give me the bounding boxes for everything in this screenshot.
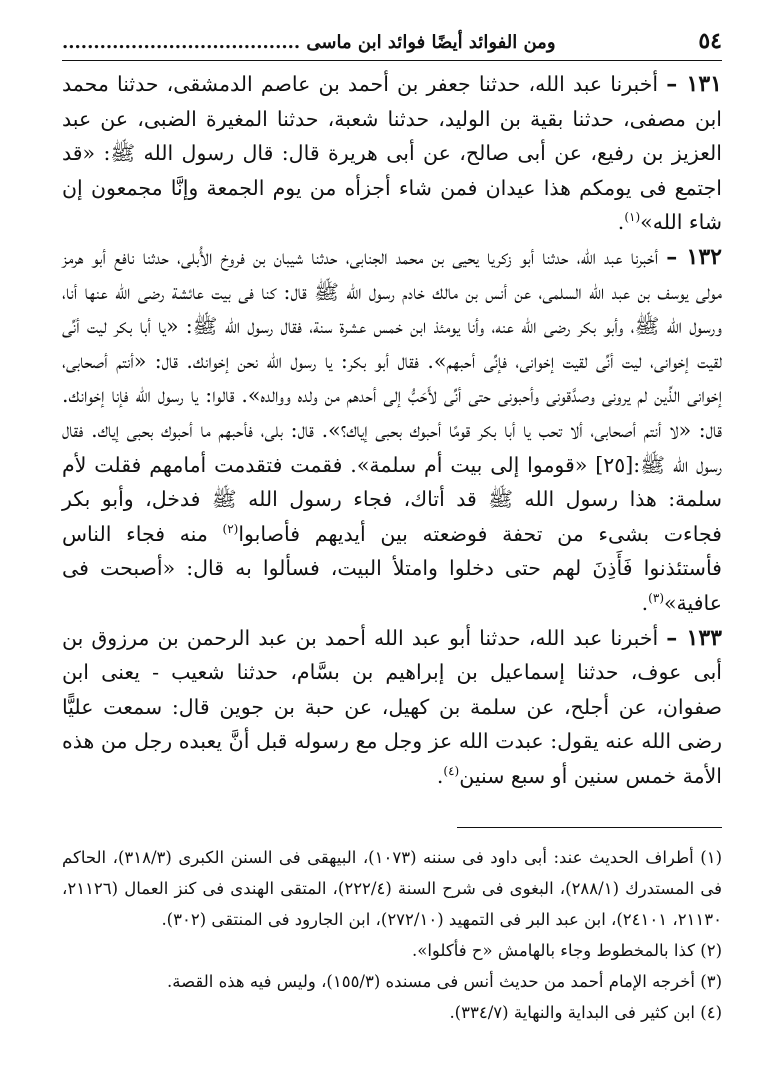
footnote-ref: (١) (624, 210, 641, 225)
hadith-132 (62, 240, 722, 621)
footnote-4: (٤) ابن كثير فى البداية والنهاية (٣٣٤/٧). (449, 1003, 722, 1023)
footnotes (62, 842, 722, 1028)
sentence-end: . (641, 590, 649, 615)
footnote-2: (٢) كذا بالمخطوط وجاء بالهامش «ح فأكلوا». (411, 941, 722, 961)
page-number: ٥٤ (698, 28, 722, 54)
footnote-ref: (٣) (648, 591, 664, 606)
footnote-1: (١) أطراف الحديث عند: أبى داود فى سننه (١٠٧٣)، البيهقى فى السنن الكبرى (٣١٨/٣)، الحاكم فى المستدرك (٢٨٨/١)، البغوى فى شرح السنة (٢٢٢/٤)، المتقى الهندى فى كنز العمال (٢١١٢٦، ٢١١٣٠، ٢٤١٠١)، ابن عبد البر فى التمهيد (٢٧٢/١٠)، ابن الجارود فى المنتقى (٣٠٢). (62, 848, 722, 930)
hadith-text: أخبرنا عبد الله، حدثنا أبو عبد الله أحمد بن عبد الرحمن بن مرزوق بن أبى عوف، حدثنا إسماعيل بن إبراهيم بن بسَّام، حدثنا شعيب - يعنى ابن صفوان، عن أجلح، عن سلمة بن كهيل، عن حبة بن جوين قال: سمعت عليًّا رضى الله عنه يقول: عبدت الله عز وجل مع رسوله قبل أنَّ يعبده رجل من هذه الأمة خمس سنين أو سبع سنين (62, 625, 722, 788)
header-rule (62, 60, 722, 61)
footnote-ref: (٢) (222, 521, 239, 536)
hadith-text: أخبرنا عبد الله، حدثنا جعفر بن أحمد بن عاصم الدمشقى، حدثنا محمد ابن مصفى، حدثنا بقية بن الوليد، حدثنا شعبة، حدثنا المغيرة الضبى، عن عبد العزيز بن رفيع، عن أبى صالح، عن أبى هريرة قال: قال رسول الله ﷺ: «قد اجتمع فى يومكم هذا عيدان فمن شاء أجزأه من يوم الجمعة وإنَّا مجمعون إن شاء الله» (62, 72, 722, 235)
running-title: ومن الفوائد أيضًا فوائد ابن ماسى ...................................... (62, 32, 556, 53)
hadith-number: ١٣١ – (666, 71, 722, 97)
hadith-number: ١٣٣ – (666, 624, 722, 651)
footnote-rule (457, 827, 722, 828)
main-text (62, 67, 722, 793)
sentence-end: . (617, 210, 625, 235)
hadith-text: أخبرنا عبد الله، حدثنا أبو زكريا يحيى بن محمد الجنابى، حدثنا شيبان بن فروخ الأُبلى، حدثنا نافع أبو هرمز مولى يوسف بن عبد الله السلمى، عن أنس بن مالك خادم رسول الله ﷺ قال: كنا فى بيت عائشة رضى الله عنها أنا، ورسول الله ﷺ، وأبو بكر رضى الله عنه، وأنا يومئذ ابن خمس عشرة سنة، فقال رسول الله ﷺ: «يا أبا بكر ليت أنِّى لقيت إخوانى، ليت أنِّى لقيت إخوانى، فإنِّى أحبهم». فقال أبو بكر: يا رسول الله نحن إخوانك. قال: «أنتم أصحابى، إخوانى الذِّين لم يرونى وصدَّقونى وأحبونى حتى أنِّى لأَحَبُّ إلى أحدهم من ولده ووالده». قالوا: يا رسول الله فإنا إخوانك. قال: «لا أنتم أصحابى، ألا تحب يا أبا بكر قومًا أحبوك بحبى إياك؟». قال: بلى، فأحبهم ما أحبوك بحبى إياك. فقال رسول الله ﷺ:[٢٥] «قوموا إلى بيت أم سلمة». فقمت فتقدمت أمامهم فقلت لأم سلمة: هذا رسول الله ﷺ قد أتاك، فجاء رسول الله ﷺ فدخل، وأبو بكر فجاءت بشىء من تحفة فوضعته بين أيديهم فأصابوا (62, 244, 722, 546)
sentence-end: . (436, 763, 444, 788)
footnote-3: (٣) أخرجه الإمام أحمد من حديث أنس فى مسنده (١٥٥/٣)، وليس فيه هذه القصة. (167, 972, 722, 992)
running-header (62, 28, 722, 60)
hadith-number: ١٣٢ – (666, 243, 722, 270)
hadith-text-continued: منه فجاء الناس فأستئذنوا فَأَذِنَ لهم حتى دخلوا وامتلأ البيت، فسألوا به قال: «أصبحت فى عافية» (62, 521, 722, 615)
footnote-ref: (٤) (443, 764, 460, 779)
book-page (62, 28, 722, 1028)
hadith-131 (62, 67, 722, 240)
hadith-133 (62, 621, 722, 794)
